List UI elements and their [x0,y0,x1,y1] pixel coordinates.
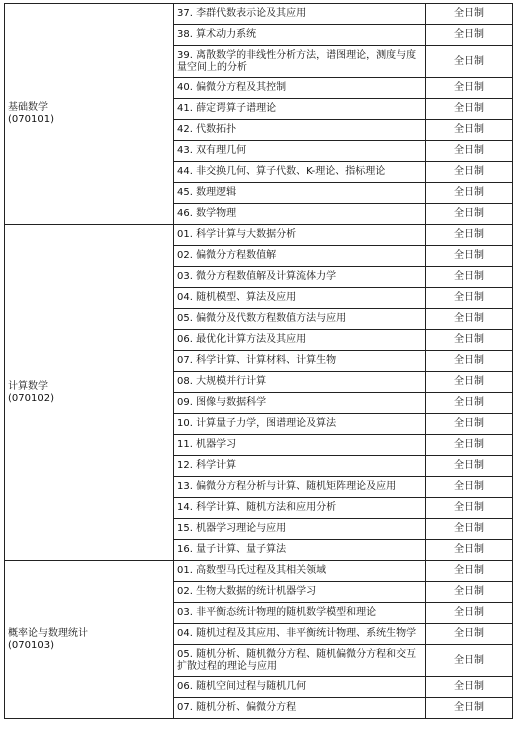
research-direction: 10. 计算量子力学，图谱理论及算法 [174,414,426,435]
major-name: 概率论与数理统计 [8,627,88,639]
research-direction: 16. 量子计算、量子算法 [174,540,426,561]
research-direction: 42. 代数拓扑 [174,120,426,141]
study-mode: 全日制 [426,141,513,162]
study-mode: 全日制 [426,351,513,372]
table-row [5,4,513,25]
study-mode: 全日制 [426,372,513,393]
study-mode: 全日制 [426,330,513,351]
research-direction: 37. 李群代数表示论及其应用 [174,4,426,25]
research-direction: 41. 薛定谔算子谱理论 [174,99,426,120]
major-name: 计算数学 [8,380,48,392]
program-table [4,3,513,719]
research-direction: 43. 双有理几何 [174,141,426,162]
study-mode: 全日制 [426,246,513,267]
study-mode: 全日制 [426,624,513,645]
study-mode: 全日制 [426,120,513,141]
research-direction: 01. 科学计算与大数据分析 [174,225,426,246]
research-direction: 05. 随机分析、随机微分方程、随机偏微分方程和交互扩散过程的理论与应用 [174,645,426,677]
study-mode: 全日制 [426,477,513,498]
study-mode: 全日制 [426,393,513,414]
program-table-body [5,4,513,719]
study-mode: 全日制 [426,25,513,46]
research-direction: 09. 图像与数据科学 [174,393,426,414]
research-direction: 12. 科学计算 [174,456,426,477]
research-direction: 07. 科学计算、计算材料、计算生物 [174,351,426,372]
research-direction: 13. 偏微分方程分析与计算、随机矩阵理论及应用 [174,477,426,498]
study-mode: 全日制 [426,162,513,183]
study-mode: 全日制 [426,456,513,477]
research-direction: 06. 随机空间过程与随机几何 [174,677,426,698]
study-mode: 全日制 [426,99,513,120]
major-code: (070102) [8,392,54,404]
study-mode: 全日制 [426,603,513,624]
major-cell [5,4,174,225]
study-mode: 全日制 [426,288,513,309]
major-code: (070101) [8,114,54,125]
research-direction: 08. 大规模并行计算 [174,372,426,393]
research-direction: 05. 偏微分及代数方程数值方法与应用 [174,309,426,330]
research-direction: 46. 数学物理 [174,204,426,225]
study-mode: 全日制 [426,645,513,677]
research-direction: 04. 随机过程及其应用、非平衡统计物理、系统生物学 [174,624,426,645]
major-cell [5,561,174,719]
research-direction: 11. 机器学习 [174,435,426,456]
research-direction: 44. 非交换几何、算子代数、K-理论、指标理论 [174,162,426,183]
research-direction: 02. 偏微分方程数值解 [174,246,426,267]
study-mode: 全日制 [426,225,513,246]
study-mode: 全日制 [426,498,513,519]
table-row [5,561,513,582]
study-mode: 全日制 [426,267,513,288]
major-cell [5,225,174,561]
research-direction: 14. 科学计算、随机方法和应用分析 [174,498,426,519]
study-mode: 全日制 [426,183,513,204]
research-direction: 15. 机器学习理论与应用 [174,519,426,540]
research-direction: 06. 最优化计算方法及其应用 [174,330,426,351]
study-mode: 全日制 [426,519,513,540]
research-direction: 01. 高数型马氏过程及其相关领域 [174,561,426,582]
study-mode: 全日制 [426,46,513,78]
major-code: (070103) [8,639,54,651]
research-direction: 07. 随机分析、偏微分方程 [174,698,426,719]
research-direction: 02. 生物大数据的统计机器学习 [174,582,426,603]
research-direction: 40. 偏微分方程及其控制 [174,78,426,99]
research-direction: 45. 数理逻辑 [174,183,426,204]
study-mode: 全日制 [426,204,513,225]
study-mode: 全日制 [426,677,513,698]
research-direction: 38. 算术动力系统 [174,25,426,46]
study-mode: 全日制 [426,414,513,435]
research-direction: 03. 非平衡态统计物理的随机数学模型和理论 [174,603,426,624]
major-name: 基础数学 [8,102,48,113]
table-row [5,225,513,246]
study-mode: 全日制 [426,582,513,603]
research-direction: 04. 随机模型、算法及应用 [174,288,426,309]
study-mode: 全日制 [426,78,513,99]
research-direction: 03. 微分方程数值解及计算流体力学 [174,267,426,288]
study-mode: 全日制 [426,698,513,719]
research-direction: 39. 离散数学的非线性分析方法，谱图理论，测度与度量空间上的分析 [174,46,426,78]
study-mode: 全日制 [426,4,513,25]
study-mode: 全日制 [426,561,513,582]
study-mode: 全日制 [426,435,513,456]
study-mode: 全日制 [426,309,513,330]
study-mode: 全日制 [426,540,513,561]
